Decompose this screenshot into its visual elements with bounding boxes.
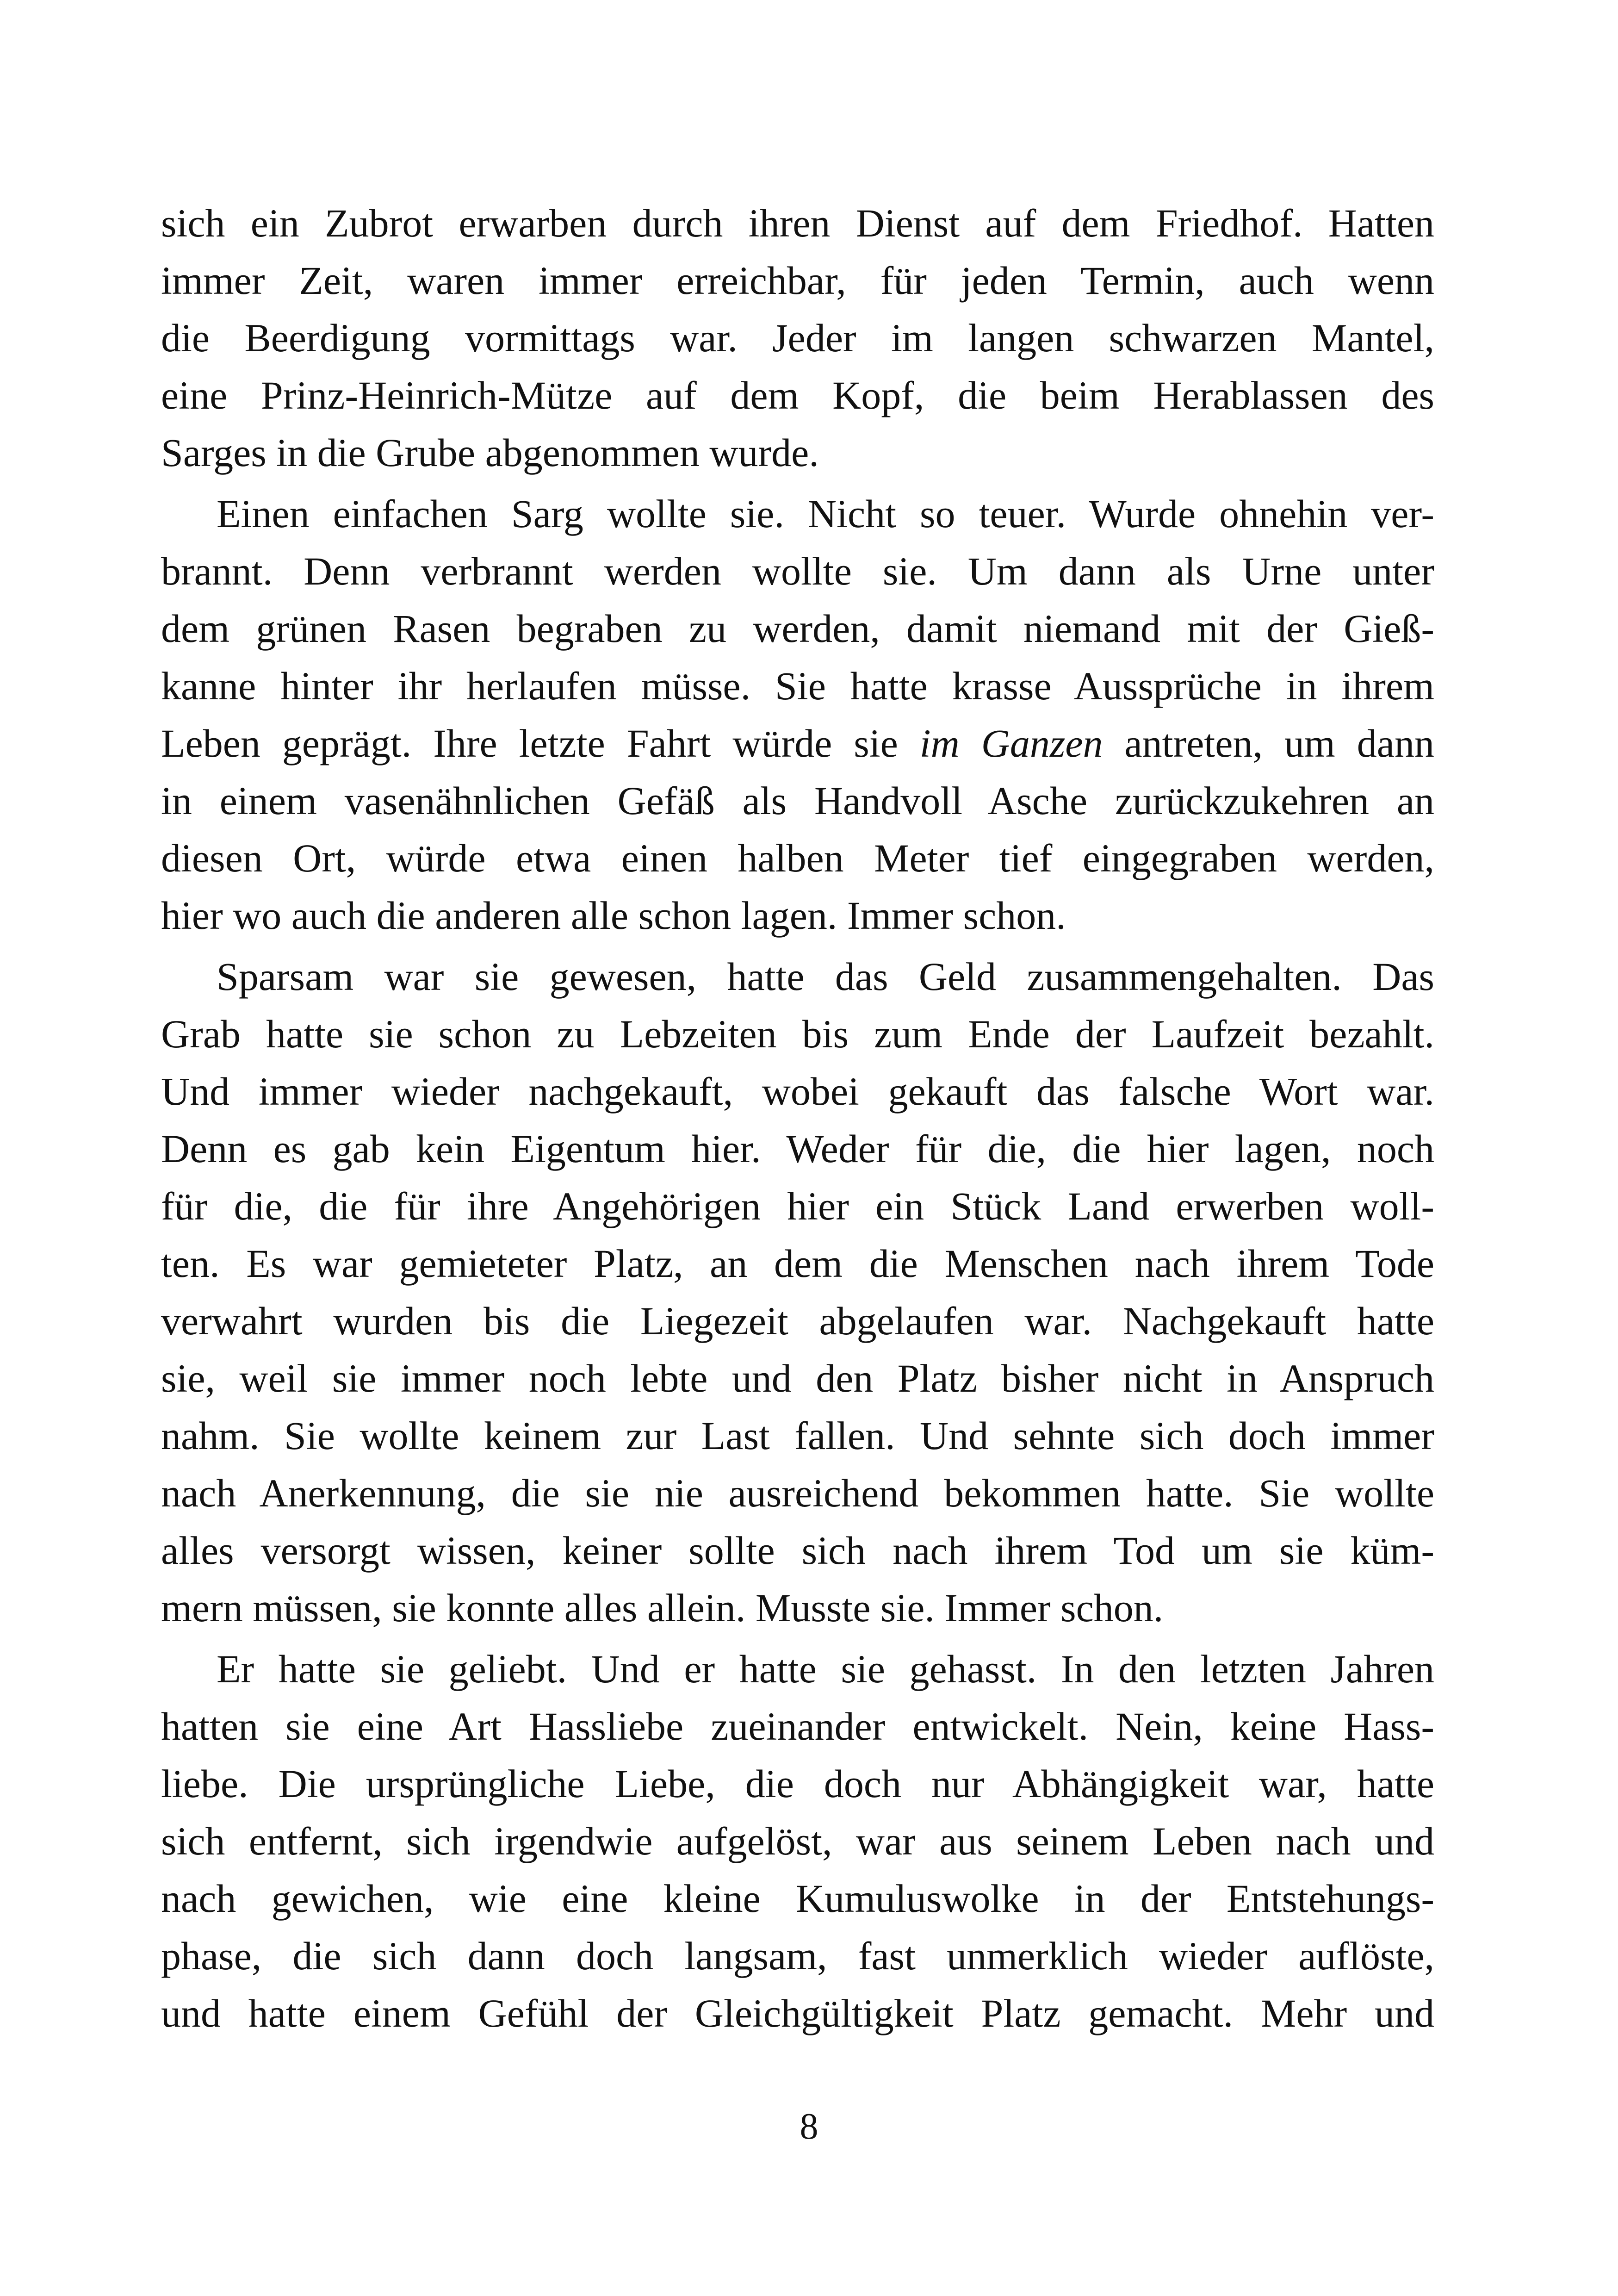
text-line: liebe. Die ursprüngliche Liebe, die doch nur Abhängigkeit war, hatte [161,1761,1434,1806]
text-line: immer Zeit, waren immer erreichbar, für jeden Termin, auch wenn [161,258,1434,303]
text-line: Und immer wieder nachgekauft, wobei gekauft das falsche Wort war. [161,1069,1434,1114]
paragraph-1 [161,194,1434,481]
text-line: und hatte einem Gefühl der Gleichgültigkeit Platz gemacht. Mehr und [161,1991,1434,2035]
text-line: Er hatte sie geliebt. Und er hatte sie gehasst. In den letzten Jahren [217,1647,1434,1691]
text-segment: antreten, um dann [1103,721,1434,765]
text-line: nahm. Sie wollte keinem zur Last fallen. Und sehnte sich doch immer [161,1413,1434,1458]
text-line: nach gewichen, wie eine kleine Kumuluswolke in der Entstehungs- [161,1876,1434,1921]
text-line: hier wo auch die anderen alle schon lagen. Immer schon. [161,893,1066,938]
text-line: eine Prinz-Heinrich-Mütze auf dem Kopf, die beim Herablassen des [161,373,1434,417]
text-line: dem grünen Rasen begraben zu werden, damit niemand mit der Gieß- [161,606,1434,651]
text-line: Sarges in die Grube abgenommen wurde. [161,430,819,475]
text-line: Denn es gab kein Eigentum hier. Weder für die, die hier lagen, noch [161,1126,1434,1171]
page-number: 8 [800,2106,818,2147]
text-line: mern müssen, sie konnte alles allein. Musste sie. Immer schon. [161,1586,1164,1630]
text-line: Grab hatte sie schon zu Lebzeiten bis zum Ende der Laufzeit bezahlt. [161,1012,1434,1056]
text-line: sich entfernt, sich irgendwie aufgelöst, war aus seinem Leben nach und [161,1819,1434,1863]
text-line: die Beerdigung vormittags war. Jeder im langen schwarzen Mantel, [161,316,1434,360]
italic-phrase: im Ganzen [919,721,1103,765]
text-line: alles versorgt wissen, keiner sollte sich nach ihrem Tod um sie küm- [161,1528,1434,1573]
text-line: nach Anerkennung, die sie nie ausreichend bekommen hatte. Sie wollte [161,1471,1434,1515]
text-line: diesen Ort, würde etwa einen halben Meter tief eingegraben werden, [161,836,1434,880]
text-line: Einen einfachen Sarg wollte sie. Nicht so teuer. Wurde ohnehin ver- [217,492,1434,536]
text-segment: Leben geprägt. Ihre letzte Fahrt würde sie [161,721,920,765]
text-line: für die, die für ihre Angehörigen hier ein Stück Land erwerben woll- [161,1184,1434,1228]
paragraph-3 [161,948,1434,1636]
text-line: hatten sie eine Art Hassliebe zueinander entwickelt. Nein, keine Hass- [161,1704,1434,1748]
text-line: brannt. Denn verbrannt werden wollte sie. Um dann als Urne unter [161,549,1434,593]
paragraph-4 [161,1640,1434,2042]
text-line: kanne hinter ihr herlaufen müsse. Sie hatte krasse Aussprüche in ihrem [161,664,1434,708]
text-line: sich ein Zubrot erwarben durch ihren Dienst auf dem Friedhof. Hatten [161,201,1434,245]
body-text [161,194,1434,2046]
text-line: ten. Es war gemieteter Platz, an dem die Menschen nach ihrem Tode [161,1241,1434,1286]
paragraph-2 [161,485,1434,944]
text-line: verwahrt wurden bis die Liegezeit abgelaufen war. Nachgekauft hatte [161,1299,1434,1343]
text-line: Sparsam war sie gewesen, hatte das Geld zusammengehalten. Das [217,954,1434,999]
text-line: phase, die sich dann doch langsam, fast unmerklich wieder auflöste, [161,1934,1434,1978]
text-line: sie, weil sie immer noch lebte und den Platz bisher nicht in Anspruch [161,1356,1434,1400]
text-line: in einem vasenähnlichen Gefäß als Handvoll Asche zurückzukehren an [161,778,1434,823]
text-line-with-italic [161,715,1434,772]
